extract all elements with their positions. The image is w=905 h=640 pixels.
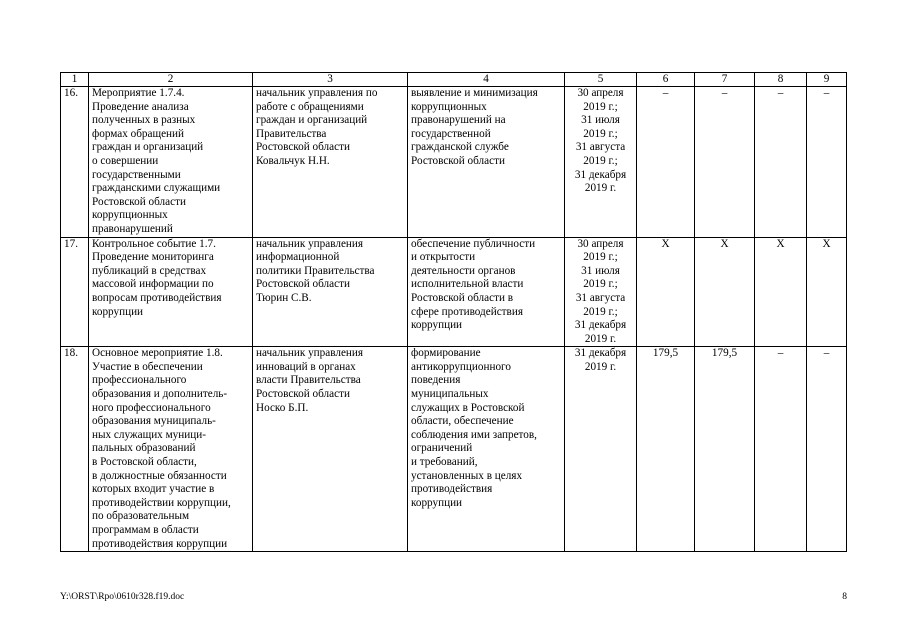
plan-table [60, 72, 847, 552]
activity-cell: Мероприятие 1.7.4. Проведение анализа полученных в разных формах обращений граждан и организаций о совершении государственными гражданскими служащими Ростовской области коррупционных правонарушений [89, 87, 253, 238]
value-cell-9: Х [807, 237, 847, 347]
page-number: 8 [842, 592, 847, 602]
date-cell: 30 апреля 2019 г.; 31 июля 2019 г.; 31 августа 2019 г.; 31 декабря 2019 г. [565, 87, 637, 238]
activity-cell: Основное мероприятие 1.8. Участие в обеспечении профессионального образования и дополнитель- ного профессионального образования муниципаль- ных служащих муници- пальных образований в Ростовской области, в должностные обязанности которых входит участие в противодействии коррупции, по образовательным программам в области противодействия коррупции [89, 347, 253, 552]
responsible-cell: начальник управления инноваций в органах власти Правительства Ростовской области Носко Б.П. [253, 347, 408, 552]
header-cell-4: 4 [408, 73, 565, 87]
table-row [61, 87, 847, 238]
header-cell-6: 6 [637, 73, 695, 87]
header-cell-2: 2 [89, 73, 253, 87]
result-cell: формирование антикоррупционного поведения муниципальных служащих в Ростовской области, обеспечение соблюдения ими запретов, ограничений и требований, установленных в целях противодействия коррупции [408, 347, 565, 552]
file-path-footer: Y:\ORST\Rpo\0610r328.f19.doc [60, 592, 185, 602]
header-cell-1: 1 [61, 73, 89, 87]
table-row [61, 347, 847, 552]
table-header-row [61, 73, 847, 87]
value-cell-6: – [637, 87, 695, 238]
value-cell-7: 179,5 [695, 347, 755, 552]
row-number: 16. [61, 87, 89, 238]
date-cell: 31 декабря 2019 г. [565, 347, 637, 552]
result-cell: обеспечение публичности и открытости деятельности органов исполнительной власти Ростовской области в сфере противодействия коррупции [408, 237, 565, 347]
responsible-cell: начальник управления по работе с обращениями граждан и организаций Правительства Ростовской области Ковальчук Н.Н. [253, 87, 408, 238]
value-cell-6: Х [637, 237, 695, 347]
value-cell-9: – [807, 87, 847, 238]
value-cell-8: Х [755, 237, 807, 347]
header-cell-7: 7 [695, 73, 755, 87]
value-cell-7: – [695, 87, 755, 238]
value-cell-9: – [807, 347, 847, 552]
header-cell-3: 3 [253, 73, 408, 87]
header-cell-8: 8 [755, 73, 807, 87]
row-number: 17. [61, 237, 89, 347]
date-cell: 30 апреля 2019 г.; 31 июля 2019 г.; 31 августа 2019 г.; 31 декабря 2019 г. [565, 237, 637, 347]
value-cell-7: Х [695, 237, 755, 347]
result-cell: выявление и минимизация коррупционных правонарушений на государственной гражданской службе Ростовской области [408, 87, 565, 238]
table-row [61, 237, 847, 347]
row-number: 18. [61, 347, 89, 552]
header-cell-9: 9 [807, 73, 847, 87]
responsible-cell: начальник управления информационной политики Правительства Ростовской области Тюрин С.В. [253, 237, 408, 347]
value-cell-6: 179,5 [637, 347, 695, 552]
header-cell-5: 5 [565, 73, 637, 87]
value-cell-8: – [755, 87, 807, 238]
activity-cell: Контрольное событие 1.7. Проведение мониторинга публикаций в средствах массовой информации по вопросам противодействия коррупции [89, 237, 253, 347]
value-cell-8: – [755, 347, 807, 552]
